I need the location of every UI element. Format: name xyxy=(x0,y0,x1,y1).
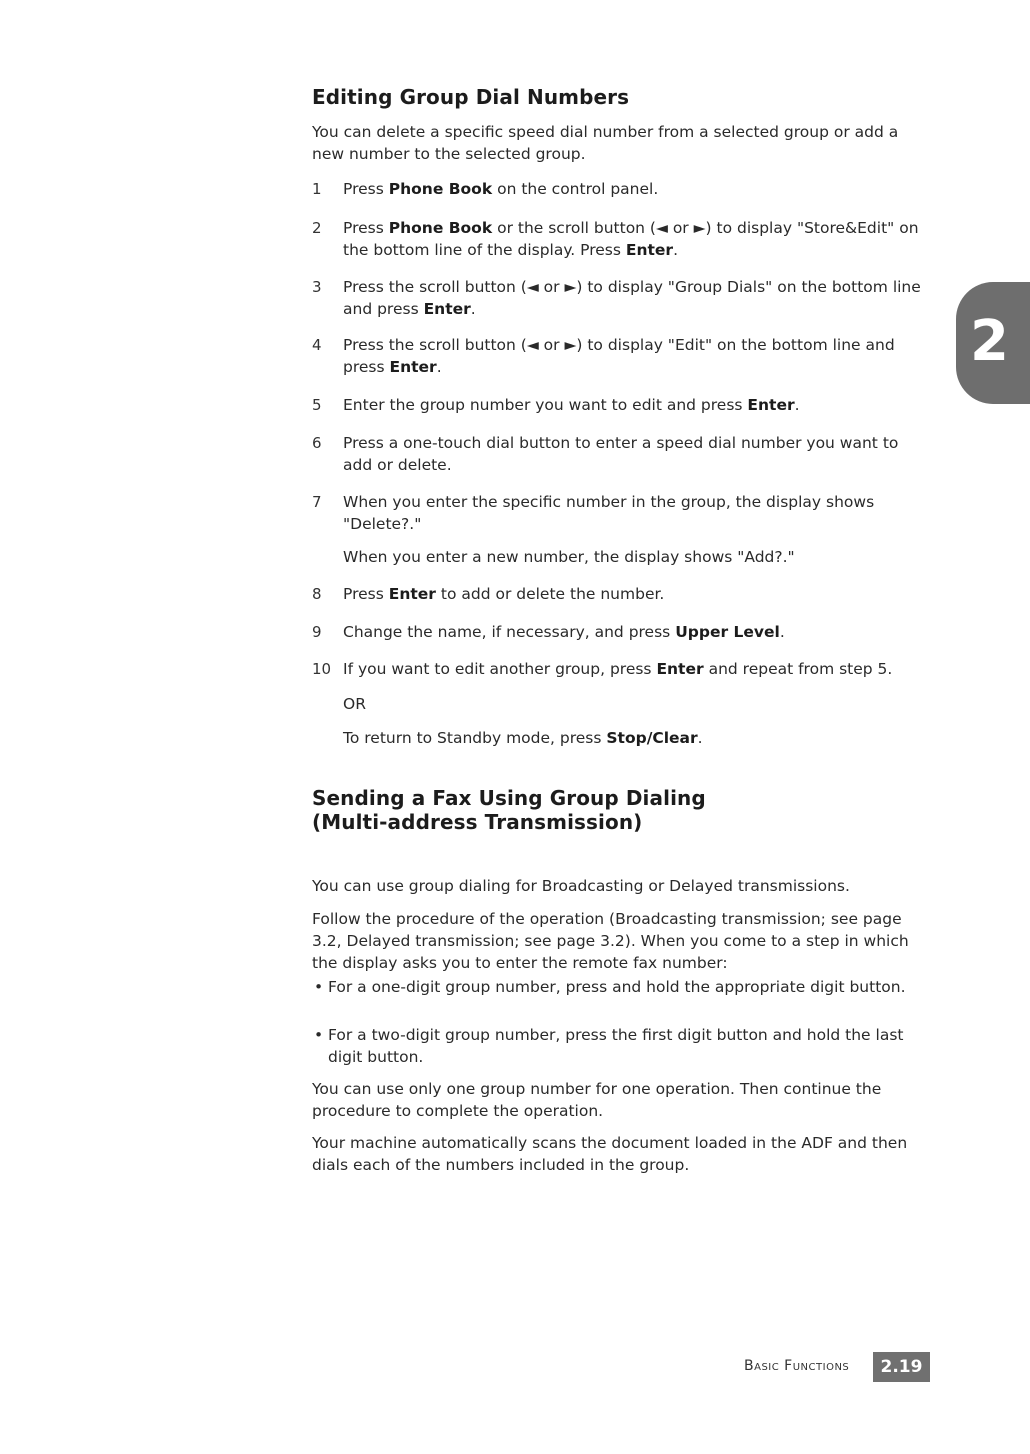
step-number: 10 xyxy=(312,660,332,678)
page-number: 2.19 xyxy=(873,1352,930,1382)
step-7: 7 When you enter the specific number in the group, the display shows "Delete?." xyxy=(312,493,875,533)
paragraph: You can use group dialing for Broadcasting or Delayed transmissions. xyxy=(312,877,850,895)
bullet-item: • For a two-digit group number, press the first digit button and hold the last digit button. xyxy=(314,1026,904,1066)
paragraph: You can use only one group number for one operation. Then continue the procedure to complete the operation. xyxy=(312,1080,882,1120)
step-number: 8 xyxy=(312,585,322,603)
step-number: 5 xyxy=(312,396,322,414)
chapter-number: 2 xyxy=(970,309,1009,374)
chapter-tab xyxy=(956,282,1030,404)
step-10: 10 If you want to edit another group, press Enter and repeat from step 5. xyxy=(312,660,893,678)
step-7-note: When you enter a new number, the display shows "Add?." xyxy=(343,548,795,566)
paragraph: Follow the procedure of the operation (Broadcasting transmission; see page 3.2, Delayed transmission; see page 3.2). When you come to a step in which the display asks you to enter the remote fax number: xyxy=(312,910,909,972)
step-number: 2 xyxy=(312,219,322,237)
paragraph: Your machine automatically scans the document loaded in the ADF and then dials each of the numbers included in the group. xyxy=(312,1134,908,1174)
step-4: 4 Press the scroll button (◄ or ►) to display "Edit" on the bottom line and press Enter. xyxy=(312,336,895,376)
step-2: 2 Press Phone Book or the scroll button (◄ or ►) to display "Store&Edit" on the bottom line of the display. Press Enter. xyxy=(312,219,919,259)
step-6: 6 Press a one-touch dial button to enter a speed dial number you want to add or delete. xyxy=(312,434,899,474)
step-number: 7 xyxy=(312,493,322,511)
footer-section-label: Basic Functions xyxy=(744,1358,850,1374)
step-9: 9 Change the name, if necessary, and press Upper Level. xyxy=(312,623,785,641)
step-number: 1 xyxy=(312,180,322,198)
step-1: 1 Press Phone Book on the control panel. xyxy=(312,180,659,198)
bullet-item: • For a one-digit group number, press and hold the appropriate digit button. xyxy=(314,978,906,996)
step-number: 9 xyxy=(312,623,322,641)
step-number: 4 xyxy=(312,336,322,354)
step-number: 3 xyxy=(312,278,322,296)
step-8: 8 Press Enter to add or delete the number. xyxy=(312,585,665,603)
step-5: 5 Enter the group number you want to edit and press Enter. xyxy=(312,396,800,414)
step-3: 3 Press the scroll button (◄ or ►) to display "Group Dials" on the bottom line and press Enter. xyxy=(312,278,921,318)
section-title-sending-fax-group: Sending a Fax Using Group Dialing (Multi-address Transmission) xyxy=(312,786,706,834)
step-number: 6 xyxy=(312,434,322,452)
step-10-note: To return to Standby mode, press Stop/Clear. xyxy=(343,729,703,747)
section-title-editing-group-dial: Editing Group Dial Numbers xyxy=(312,85,630,109)
section-intro: You can delete a specific speed dial number from a selected group or add a new number to the selected group. xyxy=(312,123,899,163)
step-10-or: OR xyxy=(343,695,366,713)
